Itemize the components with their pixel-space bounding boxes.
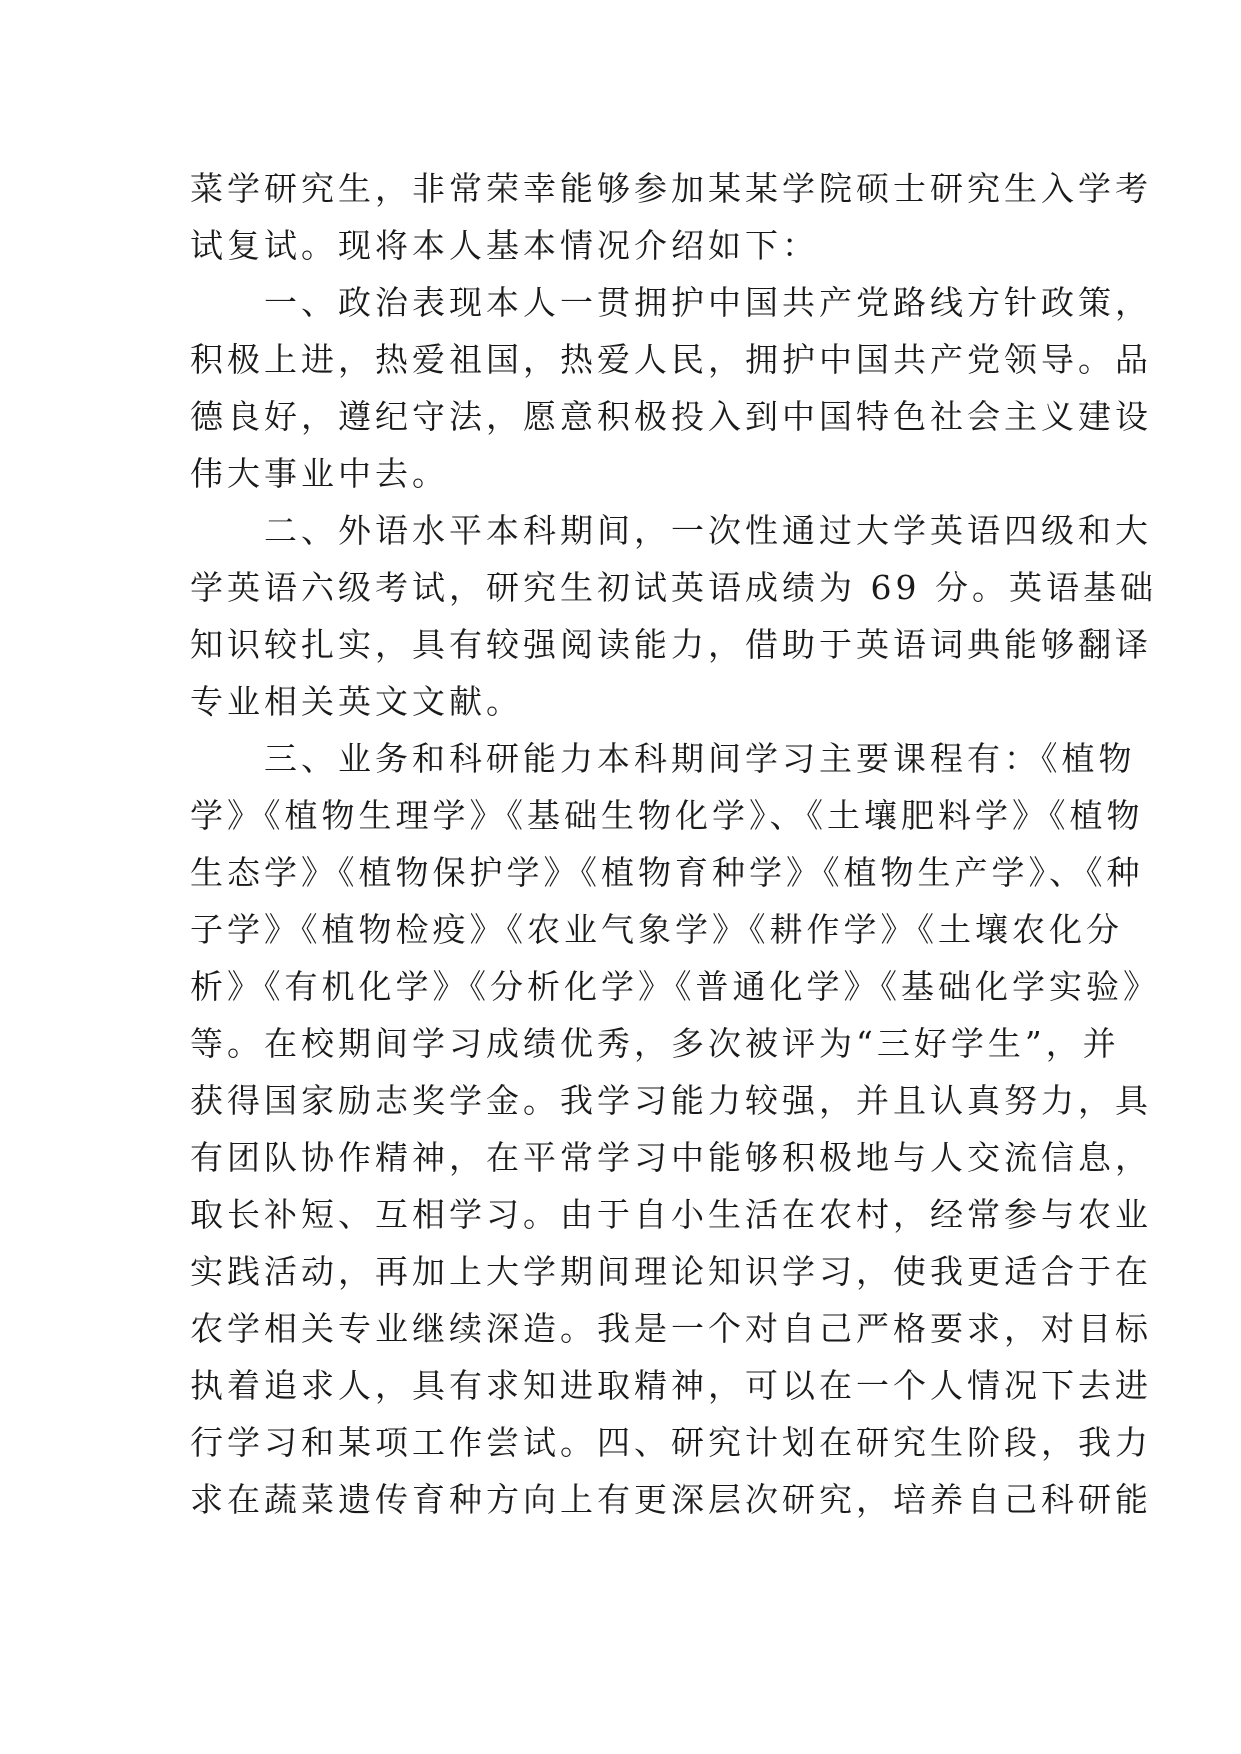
text-line: 知识较扎实，具有较强阅读能力，借助于英语词典能够翻译 (190, 625, 1152, 664)
text-line: 执着追求人，具有求知进取精神，可以在一个人情况下去进 (190, 1366, 1152, 1405)
text-line: 二、外语水平本科期间，一次性通过大学英语四级和大 (190, 511, 1152, 550)
text-line: 取长补短、互相学习。由于自小生活在农村，经常参与农业 (190, 1195, 1152, 1234)
text-line: 求在蔬菜遗传育种方向上有更深层次研究，培养自己科研能 (190, 1480, 1152, 1519)
text-line: 三、业务和科研能力本科期间学习主要课程有：《植物 (190, 739, 1136, 778)
text-line: 一、政治表现本人一贯拥护中国共产党路线方针政策， (190, 283, 1152, 322)
text-line: 专业相关英文文献。 (190, 682, 523, 721)
text-line: 试复试。现将本人基本情况介绍如下： (190, 226, 819, 265)
text-line: 实践活动，再加上大学期间理论知识学习，使我更适合于在 (190, 1252, 1152, 1291)
text-line: 生态学》《植物保护学》《植物育种学》《植物生产学》、《种 (190, 853, 1144, 892)
text-line: 学英语六级考试，研究生初试英语成绩为 69 分。英语基础 (190, 568, 1157, 607)
text-line: 学》《植物生理学》《基础生物化学》、《土壤肥料学》《植物 (190, 796, 1144, 835)
text-line: 析》《有机化学》《分析化学》《普通化学》《基础化学实验》 (190, 967, 1160, 1006)
text-line: 积极上进，热爱祖国，热爱人民，拥护中国共产党领导。品 (190, 340, 1152, 379)
text-line: 伟大事业中去。 (190, 454, 449, 493)
body-text (190, 160, 1160, 1528)
text-line: 有团队协作精神，在平常学习中能够积极地与人交流信息， (190, 1138, 1152, 1177)
text-line: 获得国家励志奖学金。我学习能力较强，并且认真努力，具 (190, 1081, 1152, 1120)
text-line: 菜学研究生，非常荣幸能够参加某某学院硕士研究生入学考 (190, 169, 1152, 208)
text-line: 等。在校期间学习成绩优秀，多次被评为“三好学生”，并 (190, 1024, 1120, 1063)
text-line: 行学习和某项工作尝试。四、研究计划在研究生阶段，我力 (190, 1423, 1152, 1462)
text-line: 农学相关专业继续深造。我是一个对自己严格要求，对目标 (190, 1309, 1152, 1348)
text-line: 子学》《植物检疫》《农业气象学》《耕作学》《土壤农化分 (190, 910, 1123, 949)
text-line: 德良好，遵纪守法，愿意积极投入到中国特色社会主义建设 (190, 397, 1152, 436)
